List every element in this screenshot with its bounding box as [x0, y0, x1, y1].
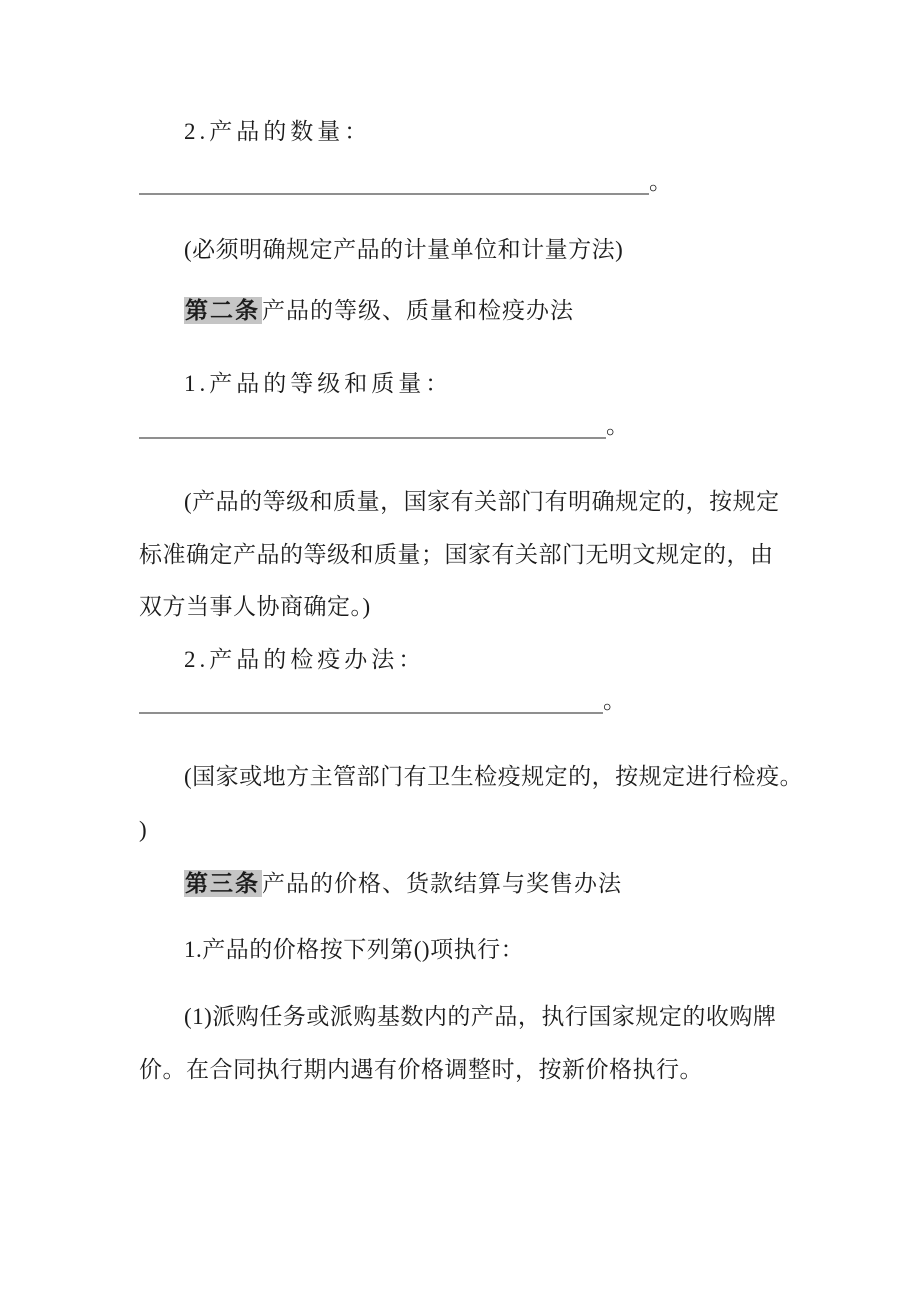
note-grade-line-1: (产品的等级和质量，国家有关部门有明确规定的，按规定: [184, 489, 780, 514]
blank-underline: [139, 690, 603, 714]
note-grade-line-2: 标准确定产品的等级和质量；国家有关部门无明文规定的，由: [139, 542, 774, 567]
note-quarantine-line-1: (国家或地方主管部门有卫生检疫规定的，按规定进行检疫。: [184, 764, 804, 789]
article-3-title: 产品的价格、货款结算与奖售办法: [262, 871, 622, 896]
blank-fill-grade: [139, 413, 629, 439]
full-stop: 。: [649, 169, 672, 194]
article-3-heading: [139, 869, 844, 899]
clause-product-quantity-label: 2.产品的数量：: [184, 119, 372, 144]
full-stop: 。: [606, 413, 629, 438]
blank-underline: [139, 415, 606, 439]
note-quarantine-line-2: ): [139, 817, 148, 842]
clause-price-label: 1.产品的价格按下列第()项执行：: [184, 937, 525, 962]
note-grade-line-3: 双方当事人协商确定。): [139, 594, 371, 619]
clause-grade-quality-label: 1.产品的等级和质量：: [184, 371, 453, 396]
blank-underline: [139, 171, 649, 195]
clause-quarantine-label: 2.产品的检疫办法：: [184, 647, 426, 672]
article-2-heading: [139, 296, 844, 326]
article-3-number: 第三条: [185, 871, 260, 896]
article-2-title: 产品的等级、质量和检疫办法: [262, 298, 574, 323]
blank-fill-quarantine: [139, 688, 626, 714]
blank-fill-quantity: [139, 169, 672, 195]
price-item-line-1: (1)派购任务或派购基数内的产品，执行国家规定的收购牌: [184, 1004, 777, 1029]
article-2-number: 第二条: [185, 298, 260, 323]
full-stop: 。: [603, 688, 626, 713]
price-item-line-2: 价。在合同执行期内遇有价格调整时，按新价格执行。: [139, 1057, 703, 1082]
note-measurement: (必须明确规定产品的计量单位和计量方法): [184, 237, 624, 262]
